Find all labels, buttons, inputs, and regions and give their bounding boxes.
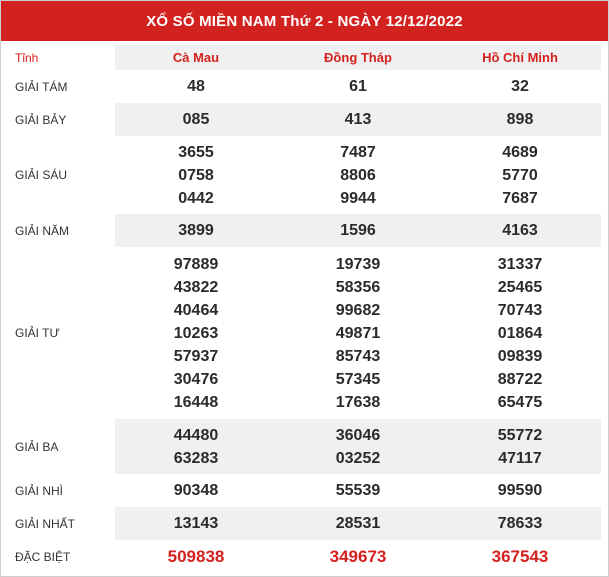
prize-number: 36046: [335, 426, 381, 444]
prize-label: GIẢI BẢY: [8, 103, 115, 136]
prize-number: 61: [349, 78, 367, 95]
prize-number: 16448: [173, 393, 219, 411]
column-header-ca-mau: Cà Mau: [115, 45, 277, 70]
prize-number: 3655: [178, 143, 214, 161]
prize-number: 09839: [497, 347, 543, 365]
prize-number: 32: [511, 78, 529, 95]
prize-label: GIẢI TÁM: [8, 70, 115, 103]
prize-number: 898: [506, 111, 534, 128]
prize-number: 0442: [178, 189, 214, 207]
prize-row-special: [8, 540, 601, 573]
prize-number: 19739: [335, 255, 381, 273]
prize-row-4: [8, 247, 601, 419]
prize-number: 90348: [173, 482, 219, 499]
prize-label: GIẢI NĂM: [8, 214, 115, 247]
prize-number: 28531: [335, 515, 381, 532]
prize-number: 43822: [173, 278, 219, 296]
prize-number: 48: [187, 78, 205, 95]
prize-number: 99590: [497, 482, 543, 499]
prize-number: 7487: [340, 143, 376, 161]
prize-row-6: [8, 136, 601, 214]
prize-number: 3899: [178, 222, 214, 239]
prize-label: GIẢI SÁU: [8, 136, 115, 214]
prize-label: GIẢI BA: [8, 419, 115, 474]
column-header-dong-thap: Đồng Tháp: [277, 45, 439, 70]
results-table: [8, 45, 601, 573]
prize-number: 47117: [498, 449, 542, 467]
prize-number: 49871: [335, 324, 381, 342]
prize-number: 8806: [340, 166, 376, 184]
prize-number: 63283: [173, 449, 219, 467]
prize-number: 4689: [502, 143, 538, 161]
prize-number: 4163: [502, 222, 538, 239]
page-title: XỔ SỐ MIỀN NAM Thứ 2 - NGÀY 12/12/2022: [1, 1, 608, 41]
prize-number: 78633: [497, 515, 543, 532]
prize-number: 17638: [335, 393, 381, 411]
prize-number: 40464: [173, 301, 219, 319]
column-header-ho-chi-minh: Hồ Chí Minh: [439, 45, 601, 70]
prize-number: 58356: [335, 278, 381, 296]
special-prize-number: 349673: [329, 547, 387, 566]
prize-label: GIẢI NHÌ: [8, 474, 115, 507]
prize-row-3: [8, 419, 601, 474]
prize-number: 03252: [335, 449, 381, 467]
prize-row-8: [8, 70, 601, 103]
column-header-province: Tỉnh: [8, 45, 115, 70]
special-prize-number: 367543: [491, 547, 549, 566]
prize-number: 97889: [173, 255, 219, 273]
prize-number: 413: [344, 111, 372, 128]
prize-row-1: [8, 507, 601, 540]
prize-label: ĐẶC BIỆT: [8, 540, 115, 573]
prize-row-5: [8, 214, 601, 247]
prize-number: 31337: [497, 255, 543, 273]
prize-number: 99682: [335, 301, 381, 319]
prize-number: 10263: [173, 324, 219, 342]
prize-label: GIẢI TƯ: [8, 247, 115, 419]
prize-number: 55772: [497, 426, 543, 444]
prize-number: 70743: [497, 301, 543, 319]
prize-number: 5770: [502, 166, 538, 184]
prize-number: 44480: [173, 426, 219, 444]
prize-number: 0758: [178, 166, 214, 184]
prize-number: 57937: [173, 347, 219, 365]
table-header-row: [8, 45, 601, 70]
prize-number: 57345: [335, 370, 381, 388]
prize-number: 55539: [335, 482, 381, 499]
prize-number: 01864: [497, 324, 543, 342]
prize-row-2: [8, 474, 601, 507]
prize-number: 085: [182, 111, 210, 128]
prize-number: 7687: [502, 189, 538, 207]
prize-number: 13143: [173, 515, 219, 532]
prize-number: 30476: [173, 370, 219, 388]
prize-row-7: [8, 103, 601, 136]
prize-number: 1596: [340, 222, 376, 239]
prize-number: 9944: [340, 189, 376, 207]
special-prize-number: 509838: [167, 547, 225, 566]
prize-number: 85743: [335, 347, 381, 365]
prize-number: 88722: [497, 370, 543, 388]
prize-number: 25465: [497, 278, 543, 296]
prize-number: 65475: [497, 393, 543, 411]
prize-label: GIẢI NHẤT: [8, 507, 115, 540]
